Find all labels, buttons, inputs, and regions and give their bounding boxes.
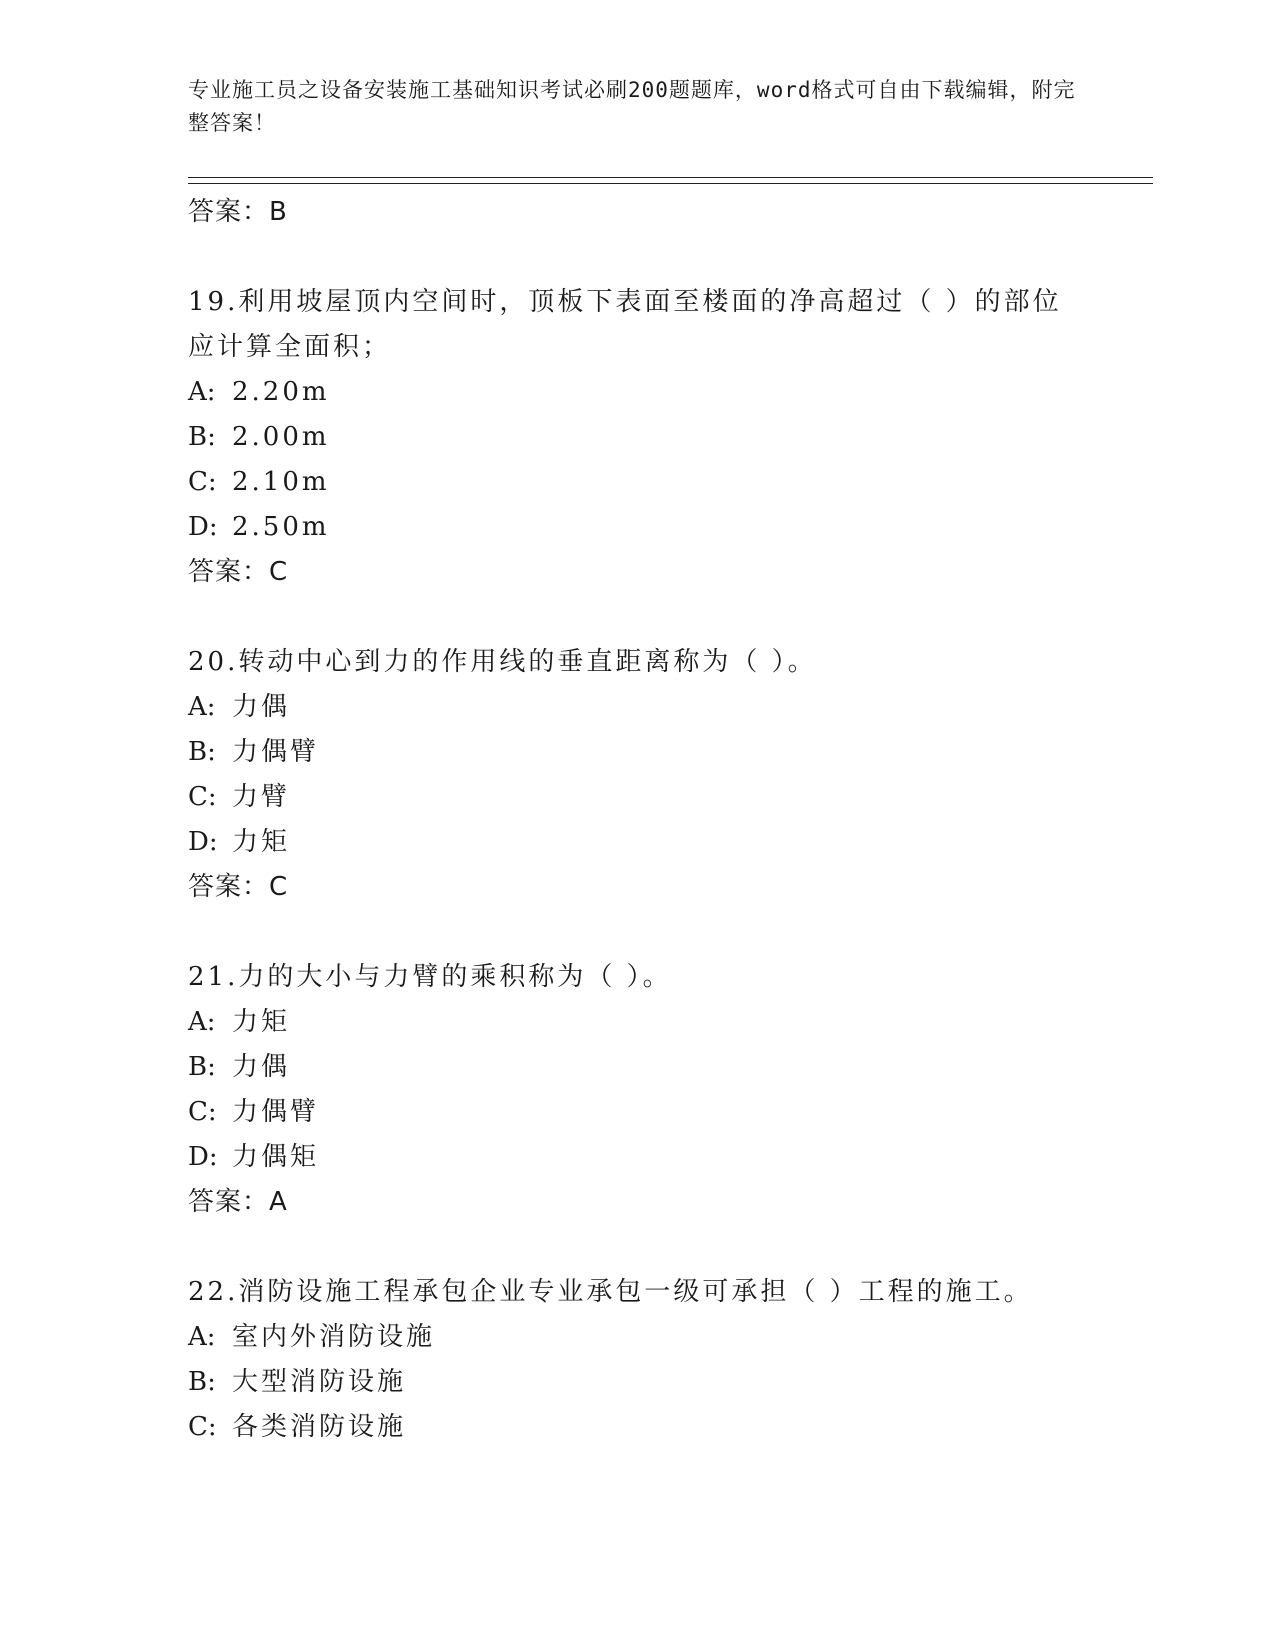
option-a (188, 370, 1088, 415)
option-label: B: (188, 1052, 216, 1082)
option-label: D: (188, 827, 218, 857)
option-c (188, 460, 1088, 505)
option-label: B: (188, 737, 216, 767)
option-text: 2.10m (232, 467, 330, 497)
header-rule-bottom (188, 183, 1153, 184)
option-a (188, 685, 1088, 730)
option-label: C: (188, 467, 217, 497)
option-text: 力矩 (232, 827, 291, 857)
previous-answer: 答案：B (188, 197, 288, 227)
document-title: 专业施工员之设备安装施工基础知识考试必刷200题题库，word格式可自由下载编辑，附完整答案！ (188, 78, 1076, 135)
document-header (188, 74, 1088, 140)
option-d (188, 1135, 1088, 1180)
question-text: 20.转动中心到力的作用线的垂直距离称为（ ）。 (188, 647, 817, 677)
question-19 (188, 280, 1088, 594)
option-text: 室内外消防设施 (232, 1322, 436, 1352)
question-text: 22.消防设施工程承包企业专业承包一级可承担（ ）工程的施工。 (188, 1277, 1033, 1307)
question-text: 19.利用坡屋顶内空间时，顶板下表面至楼面的净高超过（ ）的部位应计算全面积； (188, 287, 1062, 362)
option-a (188, 1315, 1088, 1360)
option-label: A: (188, 1322, 216, 1352)
option-text: 力偶臂 (232, 1097, 320, 1127)
answer: 答案：C (188, 557, 289, 587)
option-c (188, 1090, 1088, 1135)
option-label: D: (188, 512, 218, 542)
option-label: A: (188, 692, 216, 722)
question-22 (188, 1270, 1088, 1450)
option-text: 力偶 (232, 692, 291, 722)
option-text: 力矩 (232, 1007, 291, 1037)
option-d (188, 820, 1088, 865)
question-20 (188, 640, 1088, 909)
option-b (188, 730, 1088, 775)
option-text: 各类消防设施 (232, 1412, 407, 1442)
option-text: 力臂 (232, 782, 291, 812)
option-text: 力偶臂 (232, 737, 320, 767)
option-text: 2.20m (232, 377, 330, 407)
option-text: 力偶 (232, 1052, 291, 1082)
option-label: C: (188, 1412, 217, 1442)
question-list (188, 190, 1088, 1450)
question-text: 21.力的大小与力臂的乘积称为（ ）。 (188, 962, 672, 992)
option-label: D: (188, 1142, 218, 1172)
option-d (188, 505, 1088, 550)
option-label: B: (188, 422, 216, 452)
option-text: 2.00m (232, 422, 330, 452)
answer: 答案：A (188, 1187, 288, 1217)
option-text: 2.50m (232, 512, 330, 542)
option-label: A: (188, 377, 216, 407)
option-text: 力偶矩 (232, 1142, 320, 1172)
option-c (188, 775, 1088, 820)
option-c (188, 1405, 1088, 1450)
option-b (188, 415, 1088, 460)
option-b (188, 1045, 1088, 1090)
option-label: A: (188, 1007, 216, 1037)
option-label: C: (188, 1097, 217, 1127)
option-label: B: (188, 1367, 216, 1397)
option-a (188, 1000, 1088, 1045)
header-rule-top (188, 177, 1153, 178)
option-text: 大型消防设施 (232, 1367, 407, 1397)
option-b (188, 1360, 1088, 1405)
answer: 答案：C (188, 872, 289, 902)
question-21 (188, 955, 1088, 1224)
option-label: C: (188, 782, 217, 812)
